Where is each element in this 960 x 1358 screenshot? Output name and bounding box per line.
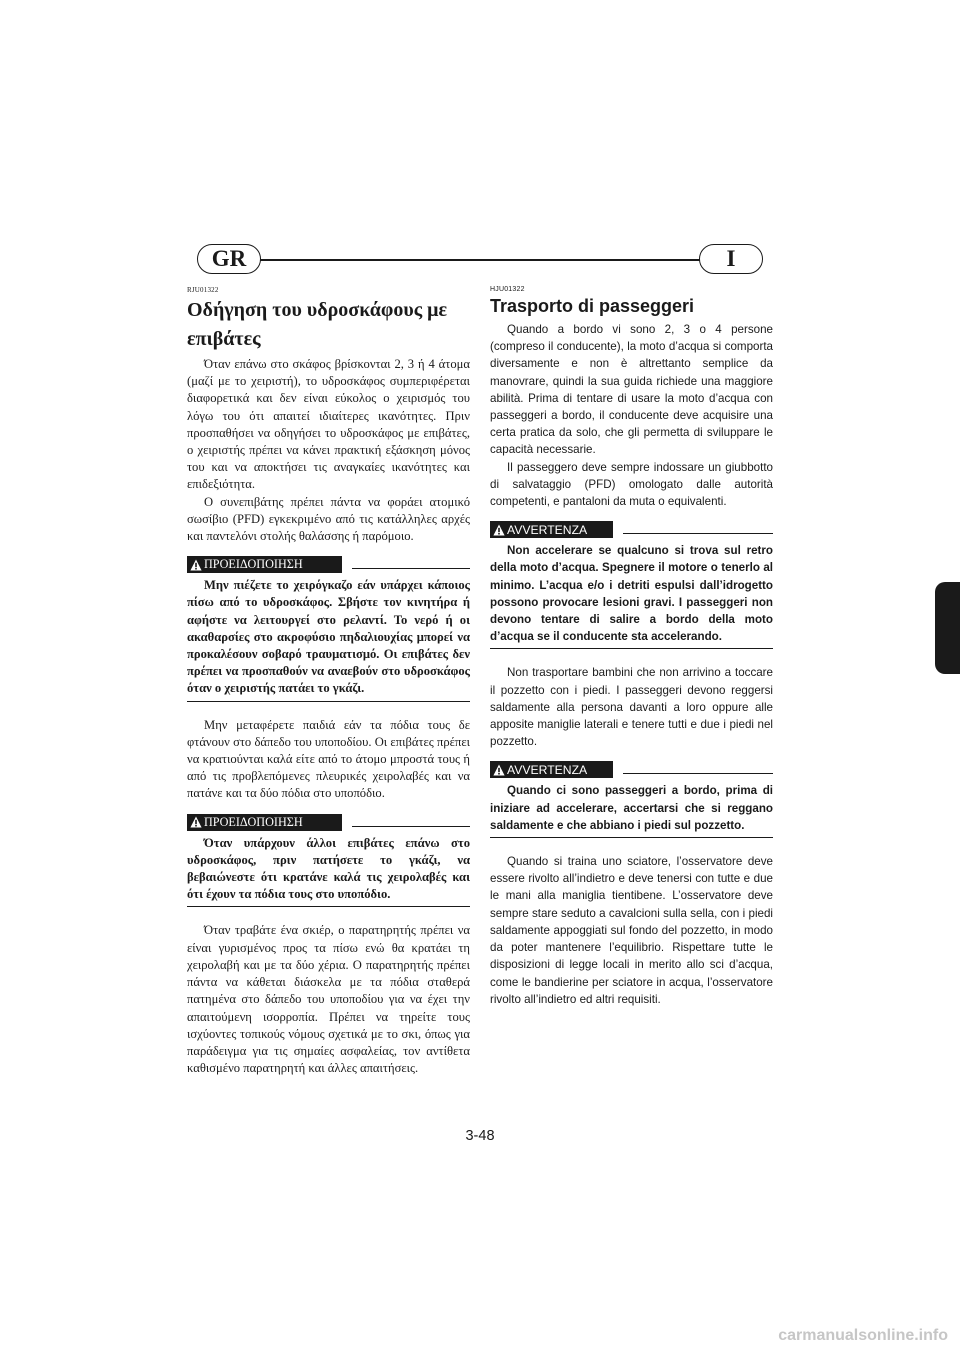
warning-label-text: ΠΡΟΕΙΔΟΠΟΙΗΣΗ: [204, 814, 303, 829]
warning-label: [187, 814, 342, 831]
warning-label: [490, 761, 613, 778]
section-code: RJU01322: [187, 286, 219, 294]
watermark: carmanualsonline.info: [778, 1327, 948, 1344]
section-title: Trasporto di passeggeri: [490, 296, 695, 316]
warning-text: Non accelerare se qualcuno si trova sul retro della moto d’acqua. Spegnere il motore o tenerlo al minimo. L’acqua e/o i detriti espulsi dall’idrogetto possono provocare lesioni gravi. I passeggeri non devono tentare di salire a bordo della moto d’acqua se il conducente sta accelerando.: [490, 542, 773, 649]
italian-column: [490, 286, 773, 1008]
warning-header: [490, 521, 773, 538]
section-code: HJU01322: [490, 286, 525, 293]
page-number: 3-48: [465, 1128, 495, 1144]
warning-text: Quando ci sono passeggeri a bordo, prima di iniziare ad accelerare, accertarsi che si reggano saldamente e che abbiano i piedi sul pozzetto.: [490, 782, 773, 838]
warning-label-text: ΠΡΟΕΙΔΟΠΟΙΗΣΗ: [204, 557, 303, 572]
paragraph: Ο συνεπιβάτης πρέπει πάντα να φοράει ατομικό σωσίβιο (PFD) εγκεκριμένο από τις κατάλληλες αρχές και παντελόνι στολής θαλάσσης ή παρόμοιο.: [187, 494, 470, 544]
warning-rule: [623, 773, 773, 774]
header-rule: [223, 259, 737, 261]
warning-label-text: AVVERTENZA: [507, 522, 588, 537]
warning-text: Όταν υπάρχουν άλλοι επιβάτες επάνω στο υδροσκάφος, πριν πατήσετε το γκάζι, να βεβαιώνεστε ότι κρατάνε καλά τις χειρολαβές και ότι έχουν τα πόδια τους στο υποπόδιο.: [187, 835, 470, 908]
warning-label-text: AVVERTENZA: [507, 762, 588, 777]
paragraph: Μην μεταφέρετε παιδιά εάν τα πόδια τους δε φτάνουν στο δάπεδο του υποποδίου. Οι επιβάτες πρέπει να κρατιούνται καλά είτε από το άτομο μπροστά τους ή από τις προβλεπόμενες πλευρικές χειρολαβές και να πατάνε και τα δύο πόδια στο υποπόδιο.: [187, 717, 470, 801]
warning-label: [490, 521, 613, 538]
page-header: [187, 243, 773, 277]
warning-rule: [623, 533, 773, 534]
warning-triangle-icon: [190, 559, 202, 571]
paragraph: Il passeggero deve sempre indossare un giubbotto di salvataggio (PFD) omologato dalle autorità competenti, e pantaloni da muta o equivalenti.: [490, 460, 773, 509]
warning-rule: [352, 826, 470, 827]
warning-header: [187, 814, 470, 831]
warning-label: [187, 556, 342, 573]
greek-column: [187, 286, 470, 1077]
warning-header: [490, 761, 773, 778]
paragraph: Όταν επάνω στο σκάφος βρίσκονται 2, 3 ή 4 άτομα (μαζί με το χειριστή), το υδροσκάφος συμπεριφέρεται διαφορετικά και δεν είναι εύκολος ο χειρισμός του λόγω του ότι απαιτεί ιδιαίτερες ικανότητες. Πριν προσπαθήσει να οδηγήσει το υδροσκάφος με επιβάτες, ο χειριστής πρέπει να κάνει πρακτική εξάσκηση μόνος του και να αποκτήσει τις αναγκαίες ικανότητες και επιδεξιότητα.: [187, 357, 470, 492]
paragraph: Όταν τραβάτε ένα σκιέρ, ο παρατηρητής πρέπει να είναι γυρισμένος προς τα πίσω ενώ θα κρατάει τη χειρολαβή και με τα δύο χέρια. Ο παρατηρητής πρέπει πάντα να κάθεται διάσκελα με τα πόδια σταθερά πατημένα στο δάπεδο του υποποδίου για να έχει την απαιτούμενη ισορροπία. Πρέπει να τηρείτε τους ισχύοντες τοπικούς νόμους σχετικά με το σκι, όπως για παράδειγμα για τις σημαίες ασφαλείας, τον αντίθετα καθισμένο παρατηρητή και άλλες απαιτήσεις.: [187, 923, 470, 1076]
warning-header: [187, 556, 470, 573]
warning-triangle-icon: [493, 524, 505, 536]
section-title: Οδήγηση του υδροσκάφους με επιβάτες: [187, 299, 448, 350]
warning-triangle-icon: [190, 816, 202, 828]
paragraph: Quando a bordo vi sono 2, 3 o 4 persone (compreso il conducente), la moto d’acqua si comporta diversamente e non è altrettanto semplice da manovrare, quindi la sua guida richiede una maggiore abilità. Prima di tentare di usare la moto d’acqua con passeggeri a bordo, il conducente deve acquisire una certa pratica da solo, che gli permetta di sviluppare le capacità necessarie.: [490, 323, 773, 457]
paragraph: Non trasportare bambini che non arrivino a toccare il pozzetto con i piedi. I passeggeri devono reggersi saldamente alla persona davanti a loro oppure alle apposite maniglie laterali e tenere tutti e due i piedi nel pozzetto.: [490, 666, 773, 749]
warning-triangle-icon: [493, 764, 505, 776]
language-badge-i: I: [699, 244, 763, 274]
language-badge-gr: GR: [197, 244, 261, 274]
warning-rule: [352, 568, 470, 569]
chapter-tab: [935, 582, 960, 674]
warning-text: Μην πιέζετε το χειρόγκαζο εάν υπάρχει κάποιος πίσω από το υδροσκάφος. Σβήστε τον κινητήρα ή αφήστε να λειτουργεί στο ρελαντί. Το νερό ή οι ακαθαρσίες στο ακροφύσιο πηδαλιουχίας μπορεί να προκαλέσουν σοβαρό τραυματισμό. Οι επιβάτες δεν πρέπει να προσπαθούν να αναεβούν στο υδροσκάφος όταν ο χειριστής πατάει το γκάζι.: [187, 577, 470, 701]
paragraph: Quando si traina uno sciatore, l’osservatore deve essere rivolto all’indietro e deve tenersi con tutte e due le mani alla maniglia tientibene. L’osservatore deve sempre stare seduto a cavalcioni sulla sella, con i piedi saldamente appoggiati sul fondo del pozzetto, in modo da poter mantenere l’equilibrio. Rispettare tutte le disposizioni di legge locali in merito allo sci d’acqua, come le bandierine per sciatore in acqua, l’osservatore rivolto all’indietro ed altri requisiti.: [490, 855, 773, 1006]
